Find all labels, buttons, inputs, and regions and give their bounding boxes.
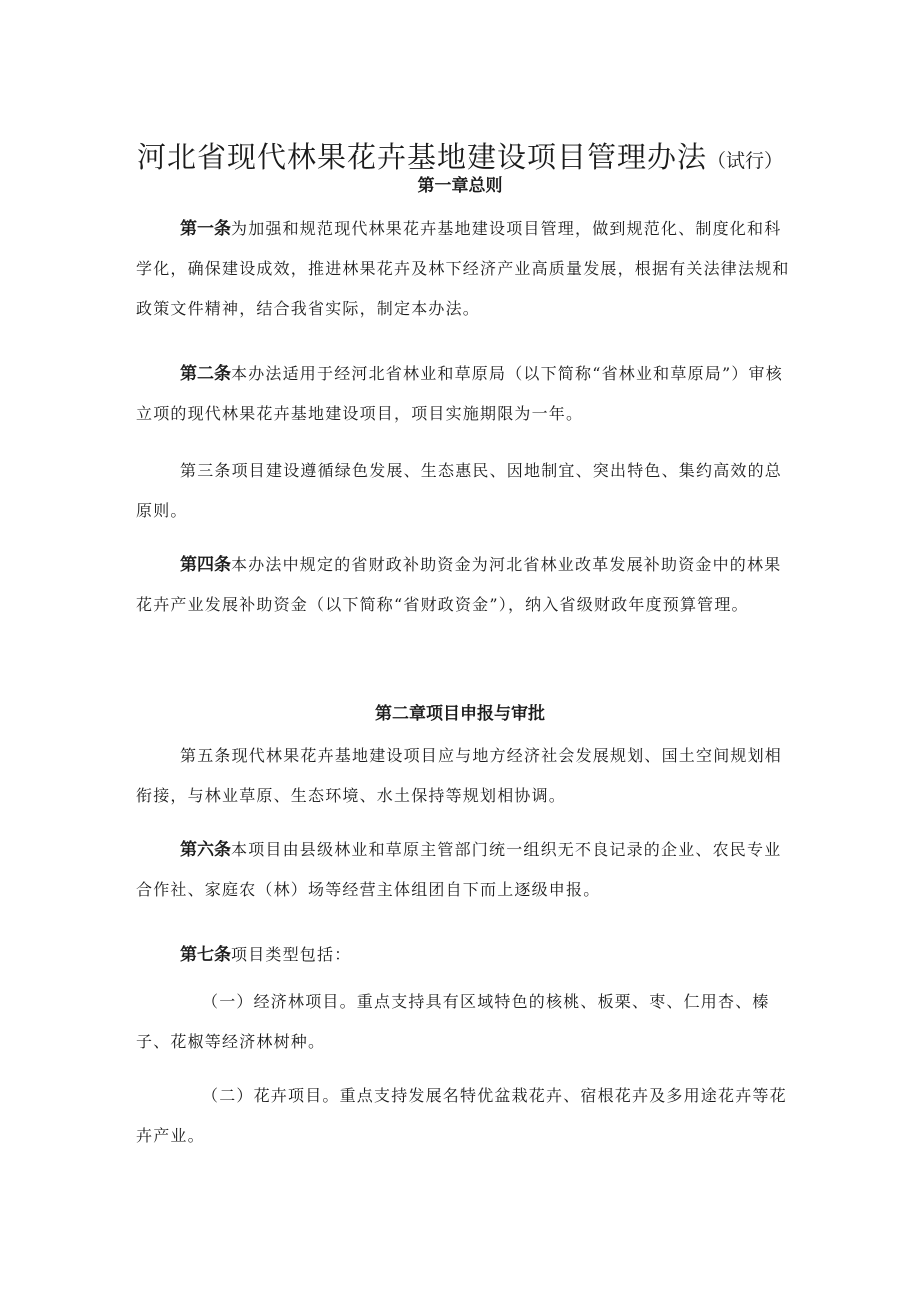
article-6-text: 本项目由县级林业和草原主管部门统一组织无不良记录的企业、农民专业合作社、家庭农（林）场等经营主体组团自下而上逐级申报。 [136,840,782,899]
article-7-label: 第七条 [180,945,231,965]
article-6 [136,830,796,910]
article-1-label: 第一条 [180,219,231,239]
article-1 [136,209,796,329]
document-title-main: 河北省现代林果花卉基地建设项目管理办法 [136,140,707,175]
article-2 [136,354,796,434]
article-2-text: 本办法适用于经河北省林业和草原局（以下简称“省林业和草原局”）审核立项的现代林果花卉基地建设项目，项目实施期限为一年。 [136,364,783,423]
article-7 [136,935,796,975]
article-4-text: 本办法中规定的省财政补助资金为河北省林业改革发展补助资金中的林果花卉产业发展补助资金（以下简称“省财政资金”），纳入省级财政年度预算管理。 [136,555,782,614]
article-6-label: 第六条 [180,840,231,860]
chapter-heading-2: 第二章项目申报与审批 [375,704,545,724]
article-4 [136,545,796,625]
article-5: 第五条现代林果花卉基地建设项目应与地方经济社会发展规划、国土空间规划相衔接，与林业草原、生态环境、水土保持等规划相协调。 [136,746,783,805]
article-2-label: 第二条 [180,364,231,384]
article-1-text: 为加强和规范现代林果花卉基地建设项目管理，做到规范化、制度化和科学化，确保建设成效，推进林果花卉及林下经济产业高质量发展，根据有关法律法规和政策文件精神，结合我省实际，制定本办法。 [136,219,790,318]
chapter-heading-1: 第一章总则 [417,176,503,196]
article-4-label: 第四条 [180,555,231,575]
document-title-suffix: （试行） [707,150,784,173]
list-item-1: （一）经济林项目。重点支持具有区域特色的核桃、板栗、枣、仁用杏、榛子、花椒等经济林树种。 [136,992,770,1051]
article-3: 第三条项目建设遵循绿色发展、生态惠民、因地制宜、突出特色、集约高效的总原则。 [136,461,783,520]
article-7-text: 项目类型包括： [231,945,352,964]
list-item-2: （二）花卉项目。重点支持发展名特优盆栽花卉、宿根花卉及多用途花卉等花卉产业。 [136,1086,787,1145]
